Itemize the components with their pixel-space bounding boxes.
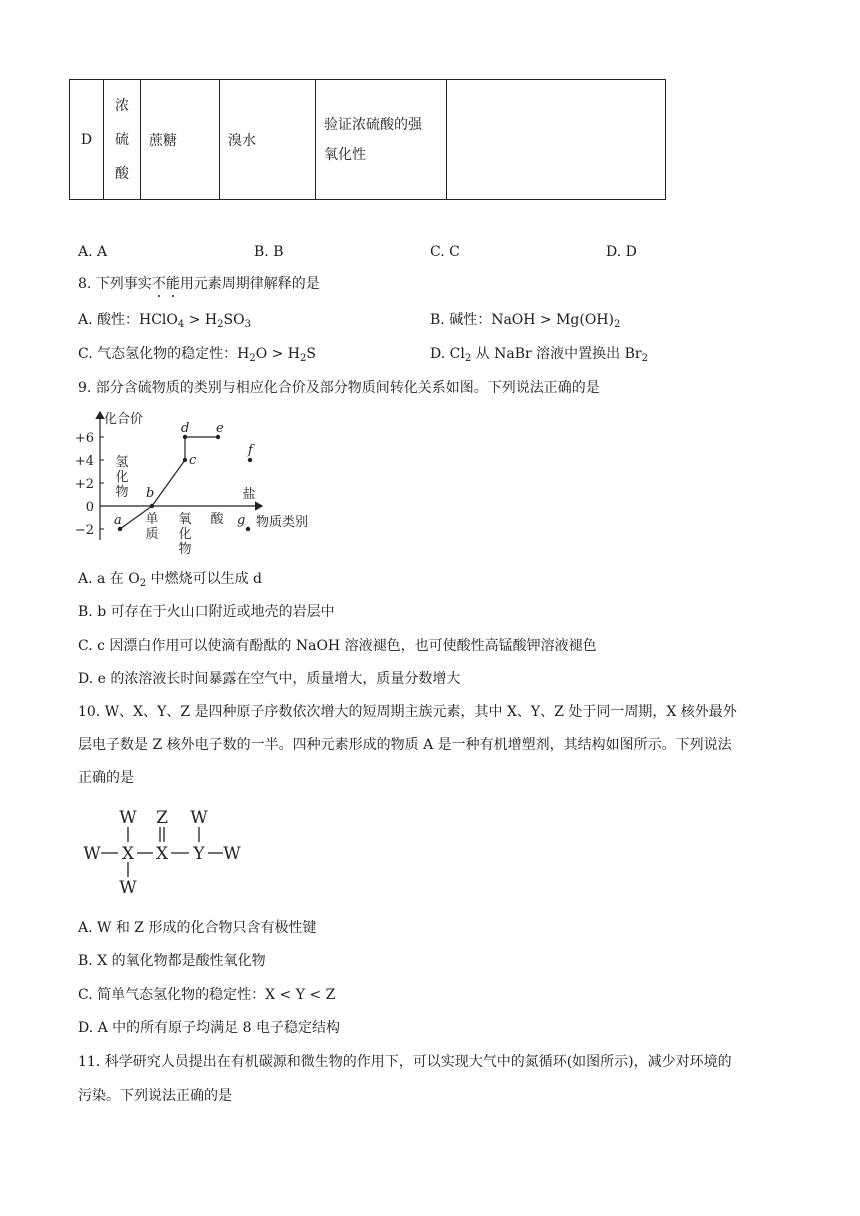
point-label-g: g	[237, 513, 246, 528]
y-tick-label: +2	[74, 477, 94, 492]
q8-option-d[interactable]: D. $Cl_2$ 从 NaBr 溶液中置换出 $Br_2$	[430, 346, 648, 364]
atom-z: Z	[156, 808, 168, 828]
y-tick-label: −2	[74, 523, 94, 538]
q11-stem-line2: 污染。下列说法正确的是	[78, 1088, 232, 1104]
point-label-b: b	[146, 486, 155, 501]
q9-option-a[interactable]: A. a 在 $O_2$ 中燃烧可以生成 d	[78, 571, 262, 589]
y-tick-label: +4	[74, 454, 94, 469]
q8-option-a[interactable]: A. 酸性：HClO$_4$ > $H_2SO_3$	[78, 312, 251, 330]
substance-cell: 蔗糖	[141, 80, 220, 200]
y-axis-label: 化合价	[104, 412, 144, 427]
q7-option-d[interactable]: D. D	[606, 244, 637, 260]
q7-option-b[interactable]: B. B	[254, 244, 284, 260]
valence-class-diagram	[70, 404, 330, 560]
link-b-c	[152, 460, 185, 506]
point-label-d: d	[181, 421, 190, 436]
q9-option-b[interactable]: B. b 可存在于火山口附近或地壳的岩层中	[78, 604, 335, 620]
q10-stem-line1: 10. W、X、Y、Z 是四种原子序数依次增大的短周期主族元素，其中 X、Y、Z 处于同一周期，X 核外最外	[78, 704, 737, 720]
q8-option-b[interactable]: B. 碱性：NaOH > $Mg(OH)_2$	[430, 312, 621, 330]
y-tick-label: +6	[74, 431, 94, 446]
category-label-element: 质	[145, 527, 159, 542]
point-g	[246, 527, 250, 531]
solution-cell: 溴水	[220, 80, 316, 200]
q10-option-d[interactable]: D. A 中的所有原子均满足 8 电子稳定结构	[78, 1020, 340, 1036]
atom-w-top-left: W	[119, 808, 137, 828]
q10-option-a[interactable]: A. W 和 Z 形成的化合物只含有极性键	[78, 920, 317, 936]
category-label-acid: 酸	[210, 512, 224, 527]
purpose-cell: 验证浓硫酸的强 氧化性	[316, 80, 447, 200]
category-label-oxide: 化	[178, 527, 192, 542]
q8-option-c[interactable]: C. 气态氢化物的稳定性：$H_2O > H_2S$	[78, 346, 316, 364]
q10-option-b[interactable]: B. X 的氧化物都是酸性氧化物	[78, 953, 266, 969]
q9-stem: 9. 部分含硫物质的类别与相应化合价及部分物质间转化关系如图。下列说法正确的是	[78, 380, 600, 396]
q10-stem-line3: 正确的是	[78, 770, 134, 786]
point-label-e: e	[216, 421, 224, 436]
q8-stem: 8. 下列事实不能用元素周期律解释的是	[78, 276, 320, 292]
atom-x-left: X	[121, 844, 135, 864]
point-f	[248, 458, 252, 462]
atom-w-bottom: W	[119, 878, 137, 898]
atom-y: Y	[193, 844, 205, 864]
atom-w-right: W	[223, 844, 241, 864]
category-label-oxide: 物	[178, 542, 192, 557]
result-cell	[447, 80, 666, 200]
q10-option-c[interactable]: C. 简单气态氢化物的稳定性：X < Y < Z	[78, 987, 336, 1003]
atom-w-left: W	[83, 844, 101, 864]
atom-w-top-right: W	[190, 808, 208, 828]
point-c	[183, 458, 187, 462]
q10-stem-line2: 层电子数是 Z 核外电子数的一半。四种元素形成的物质 A 是一种有机增塑剂，其结构如图所示。下列说法	[78, 737, 732, 753]
q9-option-d[interactable]: D. e 的浓溶液长时间暴露在空气中，质量增大，质量分数增大	[78, 671, 461, 687]
table-row	[70, 80, 666, 200]
q7-option-a[interactable]: A. A	[78, 244, 108, 260]
reagent-table	[69, 79, 666, 200]
x-axis-label: 物质类别	[256, 515, 309, 530]
q9-option-c[interactable]: C. c 因漂白作用可以使滴有酚酞的 NaOH 溶液褪色，也可使酸性高锰酸钾溶液褪色	[78, 638, 597, 654]
structure-diagram	[78, 802, 248, 898]
point-label-f: f	[248, 443, 253, 458]
row-label: D	[70, 80, 104, 200]
y-tick-label: 0	[85, 500, 94, 515]
reagent-cell: 浓 硫 酸	[104, 80, 141, 200]
category-label-hydride: 氢	[115, 455, 129, 470]
category-label-element: 单	[145, 512, 159, 527]
point-label-c: c	[189, 453, 197, 468]
q11-stem-line1: 11. 科学研究人员提出在有机碳源和微生物的作用下，可以实现大气中的氮循环(如图所示)，减少对环境的	[78, 1054, 732, 1070]
point-label-a: a	[114, 513, 122, 528]
atom-x-center: X	[155, 844, 169, 864]
category-label-hydride: 物	[115, 485, 129, 500]
point-b	[150, 504, 154, 508]
category-label-salt: 盐	[242, 487, 256, 502]
category-label-hydride: 化	[115, 470, 129, 485]
category-label-oxide: 氧	[178, 512, 192, 527]
q7-option-c[interactable]: C. C	[430, 244, 460, 260]
